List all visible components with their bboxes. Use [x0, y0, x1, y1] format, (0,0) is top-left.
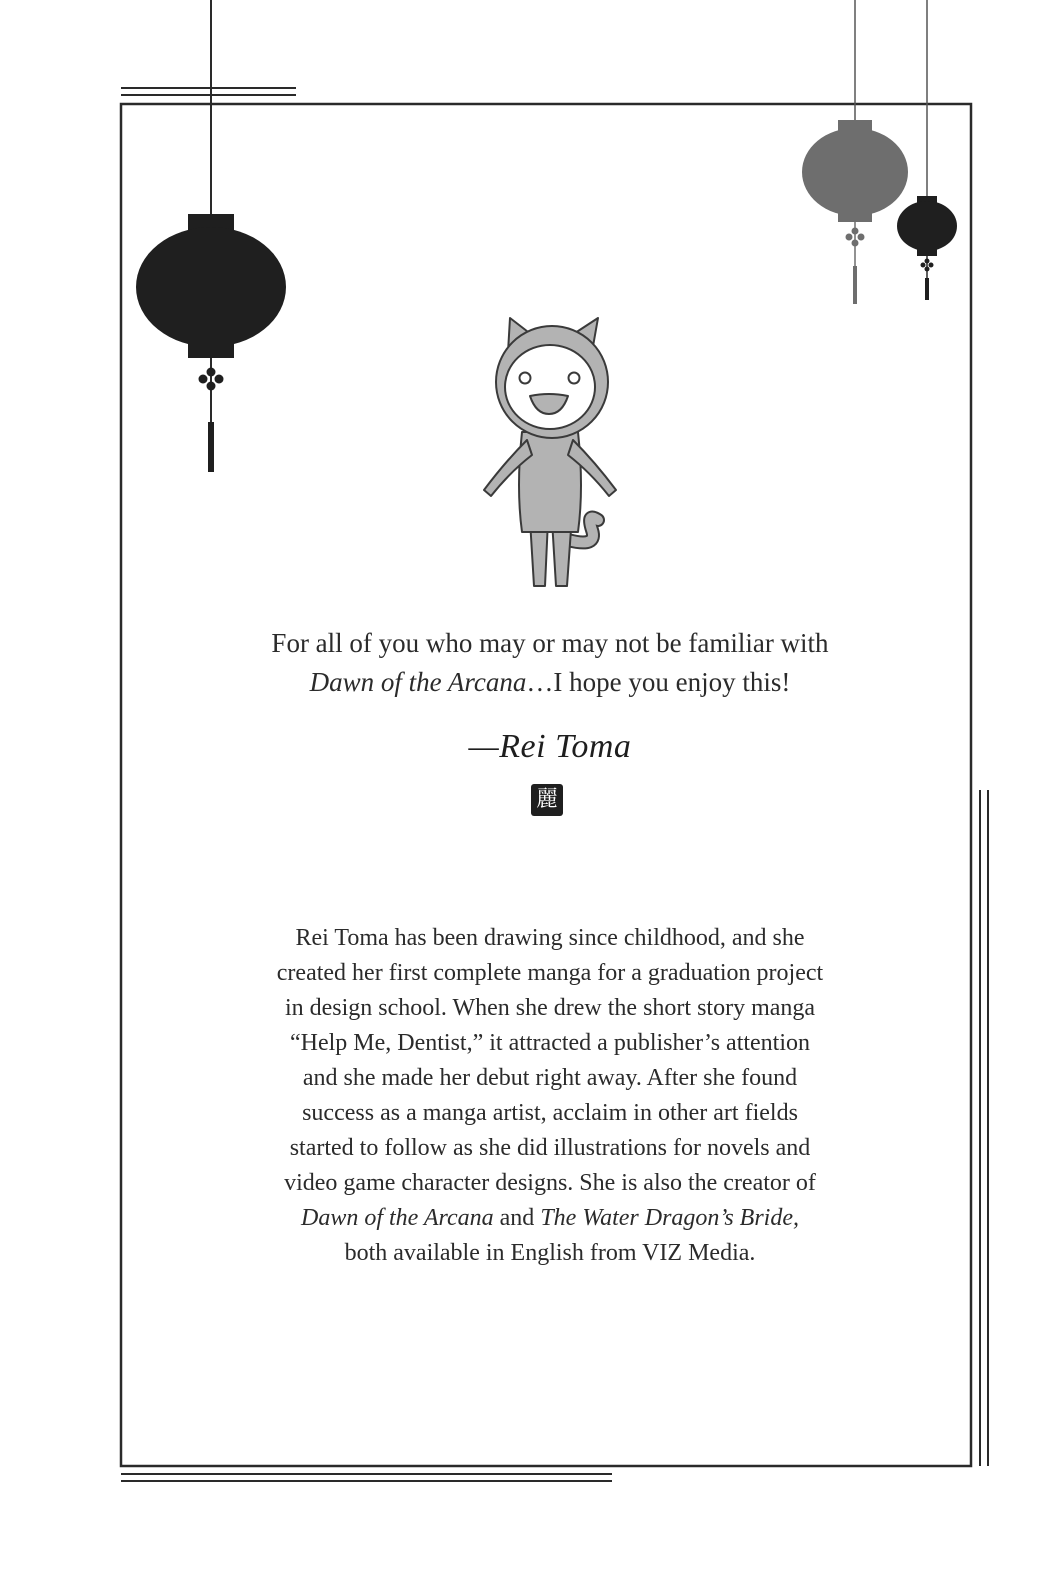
cat-hood-character-icon	[484, 318, 616, 586]
message-line-2	[230, 663, 870, 702]
bio-line: in design school. When she drew the short story manga	[284, 995, 816, 1021]
gray-lantern-icon	[802, 0, 908, 304]
series-title: Dawn of the Arcana	[309, 667, 527, 697]
bio-line: both available in English from VIZ Media.	[344, 1240, 756, 1266]
author-signature: —Rei Toma	[468, 728, 632, 765]
bio-line: “Help Me, Dentist,” it attracted a publisher’s attention	[289, 1030, 811, 1056]
message-line-1: For all of you who may or may not be familiar with	[271, 628, 829, 658]
large-dark-lantern-icon	[136, 0, 286, 472]
bio-line: and she made her debut right away. After she found	[302, 1065, 798, 1091]
series-title-arcana: Dawn of the Arcana	[301, 1205, 494, 1231]
bio-line: success as a manga artist, acclaim in other art fields	[302, 1100, 798, 1126]
bio-line: created her first complete manga for a graduation project	[276, 960, 824, 986]
author-message	[230, 624, 870, 702]
bio-line-titles	[230, 1201, 870, 1236]
small-dark-lantern-icon	[897, 0, 957, 300]
series-title-water-dragon: The Water Dragon’s Bride,	[540, 1205, 799, 1231]
bio-line: started to follow as she did illustrations for novels and	[289, 1135, 811, 1161]
bio-line: Rei Toma has been drawing since childhood, and she	[295, 925, 805, 951]
name-seal-icon: 麗	[531, 784, 563, 816]
bio-line: video game character designs. She is also the creator of	[284, 1170, 816, 1196]
message-line-2-rest: …I hope you enjoy this!	[526, 667, 791, 697]
bio-and: and	[493, 1205, 541, 1231]
author-bio	[230, 921, 870, 1271]
